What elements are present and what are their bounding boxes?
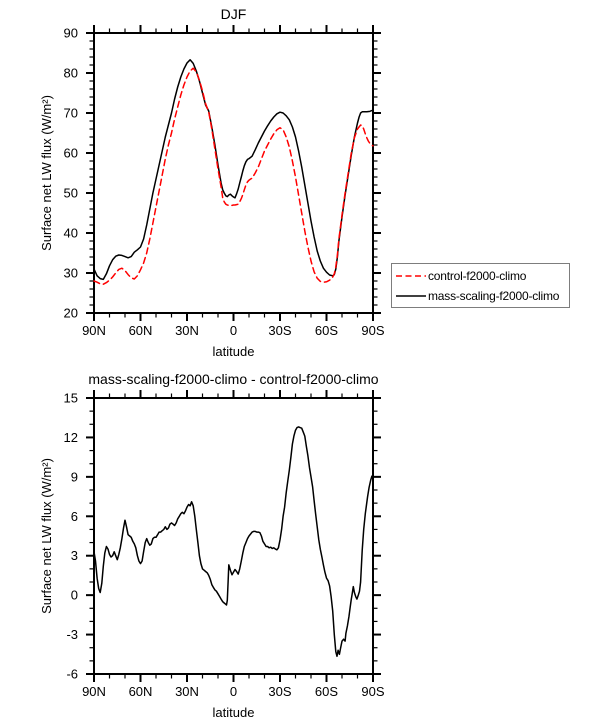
svg-text:12: 12 (63, 429, 78, 445)
legend-label-mass-scaling: mass-scaling-f2000-climo (428, 288, 560, 303)
y-axis-label: Surface net LW flux (W/m²) (39, 95, 54, 251)
svg-text:60S: 60S (314, 323, 339, 338)
svg-text:30S: 30S (268, 684, 292, 699)
svg-text:90S: 90S (361, 323, 385, 338)
panel-title: DJF (220, 6, 247, 22)
x-axis-label: latitude (212, 344, 255, 359)
panel-difference (39, 371, 385, 720)
dashed-line-sample-icon (395, 273, 427, 279)
svg-text:0: 0 (229, 323, 238, 338)
svg-text:20: 20 (63, 305, 78, 321)
plot-frame (94, 398, 373, 674)
svg-text:30: 30 (63, 265, 78, 281)
svg-text:0: 0 (229, 684, 238, 699)
svg-text:15: 15 (63, 390, 78, 406)
legend-box (391, 263, 570, 308)
svg-text:60N: 60N (128, 684, 153, 699)
series-difference (94, 427, 373, 656)
svg-text:90S: 90S (361, 684, 385, 699)
svg-text:60N: 60N (128, 323, 153, 338)
svg-text:60S: 60S (314, 684, 339, 699)
svg-text:90N: 90N (82, 323, 106, 338)
svg-text:60: 60 (63, 145, 78, 161)
legend-label-control: control-f2000-climo (428, 268, 527, 283)
svg-text:3: 3 (70, 548, 78, 564)
svg-text:80: 80 (63, 65, 78, 81)
panel-title: mass-scaling-f2000-climo - control-f2000-climo (88, 371, 379, 387)
svg-text:50: 50 (63, 185, 78, 201)
plot-frame (94, 33, 373, 313)
svg-text:0: 0 (70, 587, 78, 603)
svg-text:70: 70 (63, 105, 78, 121)
x-axis-label: latitude (212, 705, 255, 720)
svg-text:90: 90 (63, 25, 78, 41)
svg-text:30N: 30N (175, 684, 199, 699)
y-axis-label: Surface net LW flux (W/m²) (39, 458, 54, 614)
solid-line-sample-icon (395, 293, 427, 299)
series-mass-scaling-f2000-climo (94, 60, 373, 280)
svg-text:-3: -3 (66, 627, 78, 643)
svg-text:9: 9 (70, 469, 78, 485)
svg-text:-6: -6 (66, 666, 78, 682)
svg-text:30S: 30S (268, 323, 292, 338)
svg-text:90N: 90N (82, 684, 106, 699)
svg-text:6: 6 (70, 508, 78, 524)
svg-text:30N: 30N (175, 323, 199, 338)
svg-text:40: 40 (63, 225, 78, 241)
legend-entry-mass-scaling (392, 286, 569, 306)
legend-entry-control (392, 266, 569, 286)
panel-djf (39, 6, 385, 359)
